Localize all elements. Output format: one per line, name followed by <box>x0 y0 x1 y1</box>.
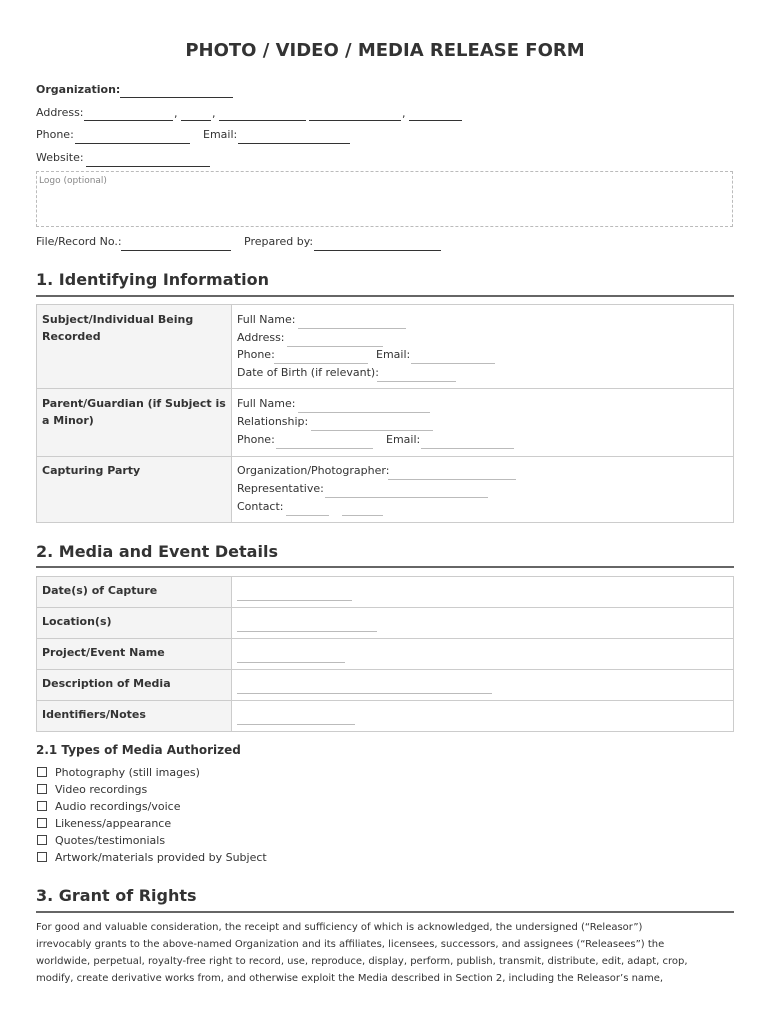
capturing-org-label: Organization/Photographer: <box>237 464 390 477</box>
organization-field[interactable] <box>120 97 233 98</box>
identifiers-label: Identifiers/Notes <box>42 708 146 721</box>
email-label: Email: <box>203 128 238 141</box>
row-divider <box>37 607 733 608</box>
phone-label: Phone: <box>36 128 74 141</box>
section-2-heading: 2. Media and Event Details <box>36 542 278 561</box>
email-field[interactable] <box>238 143 350 144</box>
capturing-org-field[interactable] <box>388 479 516 480</box>
media-type-checkbox[interactable] <box>37 801 47 811</box>
media-types-heading: 2.1 Types of Media Authorized <box>36 743 241 757</box>
paragraph-line: irrevocably grants to the above-named Organization and its affiliates, licensees, successors, and assignees (“Releasees”) the <box>36 939 665 950</box>
media-type-checkbox[interactable] <box>37 852 47 862</box>
address-comma: , <box>212 107 216 120</box>
guardian-relationship-field[interactable] <box>311 430 433 431</box>
guardian-full-name-field[interactable] <box>298 412 430 413</box>
file-record-field[interactable] <box>121 250 231 251</box>
subject-full-name-field[interactable] <box>298 328 406 329</box>
prepared-by-field[interactable] <box>314 250 441 251</box>
subject-phone-field[interactable] <box>274 363 368 364</box>
section-1-heading: 1. Identifying Information <box>36 270 270 289</box>
subject-label: Recorded <box>42 330 101 343</box>
subject-email-label: Email: <box>376 348 411 361</box>
subject-dob-label: Date of Birth (if relevant): <box>237 366 379 379</box>
paragraph-line: For good and valuable consideration, the receipt and sufficiency of which is acknowledged, the undersigned (“Releasor”) <box>36 922 643 933</box>
project-event-label: Project/Event Name <box>42 646 165 659</box>
website-label: Website: <box>36 151 84 164</box>
capturing-contact-email-field[interactable] <box>342 515 383 516</box>
media-type-checkbox[interactable] <box>37 835 47 845</box>
capturing-rep-label: Representative: <box>237 482 324 495</box>
subject-label: Subject/Individual Being <box>42 313 194 326</box>
date-of-capture-label: Date(s) of Capture <box>42 584 158 597</box>
media-type-label: Photography (still images) <box>55 766 200 779</box>
row-divider <box>37 700 733 701</box>
identifiers-field[interactable] <box>237 724 355 725</box>
capturing-contact-phone-field[interactable] <box>286 515 329 516</box>
date-of-capture-field[interactable] <box>237 600 352 601</box>
guardian-phone-label: Phone: <box>237 433 275 446</box>
address-city-field[interactable] <box>219 120 306 121</box>
address-zip-field[interactable] <box>409 120 462 121</box>
paragraph-line: modify, create derivative works from, and otherwise exploit the Media described in Section 2, including the Releasor’s name, <box>36 973 664 984</box>
subject-address-label: Address: <box>237 331 285 344</box>
address-street-field[interactable] <box>84 120 173 121</box>
phone-field[interactable] <box>75 143 190 144</box>
guardian-email-label: Email: <box>386 433 421 446</box>
address-unit-field[interactable] <box>181 120 211 121</box>
row-divider <box>37 669 733 670</box>
logo-dropzone[interactable] <box>36 171 733 227</box>
row-divider <box>37 638 733 639</box>
file-record-label: File/Record No.: <box>36 235 122 248</box>
media-type-checkbox[interactable] <box>37 818 47 828</box>
subject-dob-field[interactable] <box>377 381 456 382</box>
description-field[interactable] <box>237 693 492 694</box>
website-field[interactable] <box>86 166 210 167</box>
address-label: Address: <box>36 106 84 119</box>
guardian-phone-field[interactable] <box>276 448 373 449</box>
guardian-label: Parent/Guardian (if Subject is <box>42 397 226 410</box>
media-type-label: Audio recordings/voice <box>55 800 181 813</box>
media-type-checkbox[interactable] <box>37 767 47 777</box>
media-type-label: Video recordings <box>55 783 148 796</box>
address-state-field[interactable] <box>309 120 401 121</box>
subject-email-field[interactable] <box>411 363 495 364</box>
subject-address-field[interactable] <box>287 346 383 347</box>
media-type-checkbox[interactable] <box>37 784 47 794</box>
media-type-label: Likeness/appearance <box>55 817 172 830</box>
guardian-label: a Minor) <box>42 414 94 427</box>
location-field[interactable] <box>237 631 377 632</box>
section-divider <box>36 911 734 913</box>
guardian-email-field[interactable] <box>421 448 514 449</box>
location-label: Location(s) <box>42 615 112 628</box>
address-comma: , <box>402 107 406 120</box>
guardian-relationship-label: Relationship: <box>237 415 309 428</box>
section-divider <box>36 566 734 568</box>
logo-label: Logo (optional) <box>39 176 107 186</box>
section-3-heading: 3. Grant of Rights <box>36 886 197 905</box>
capturing-contact-label: Contact: <box>237 500 284 513</box>
subject-phone-label: Phone: <box>237 348 275 361</box>
section-divider <box>36 295 734 297</box>
project-event-field[interactable] <box>237 662 345 663</box>
paragraph-line: worldwide, perpetual, royalty-free right to record, use, reproduce, display, perform, publish, transmit, distribute, edit, adapt, crop, <box>36 956 688 967</box>
capturing-party-label: Capturing Party <box>42 464 141 477</box>
page-title: PHOTO / VIDEO / MEDIA RELEASE FORM <box>185 40 585 61</box>
capturing-rep-field[interactable] <box>325 497 488 498</box>
media-type-label: Quotes/testimonials <box>55 834 166 847</box>
media-type-label: Artwork/materials provided by Subject <box>55 851 267 864</box>
prepared-by-label: Prepared by: <box>244 235 314 248</box>
row-divider <box>37 388 733 389</box>
description-label: Description of Media <box>42 677 171 690</box>
organization-label: Organization: <box>36 83 121 96</box>
grant-of-rights-text <box>36 919 688 987</box>
identifying-info-table <box>36 304 734 523</box>
subject-full-name-label: Full Name: <box>237 313 296 326</box>
guardian-full-name-label: Full Name: <box>237 397 296 410</box>
address-comma: , <box>174 107 178 120</box>
row-divider <box>37 456 733 457</box>
